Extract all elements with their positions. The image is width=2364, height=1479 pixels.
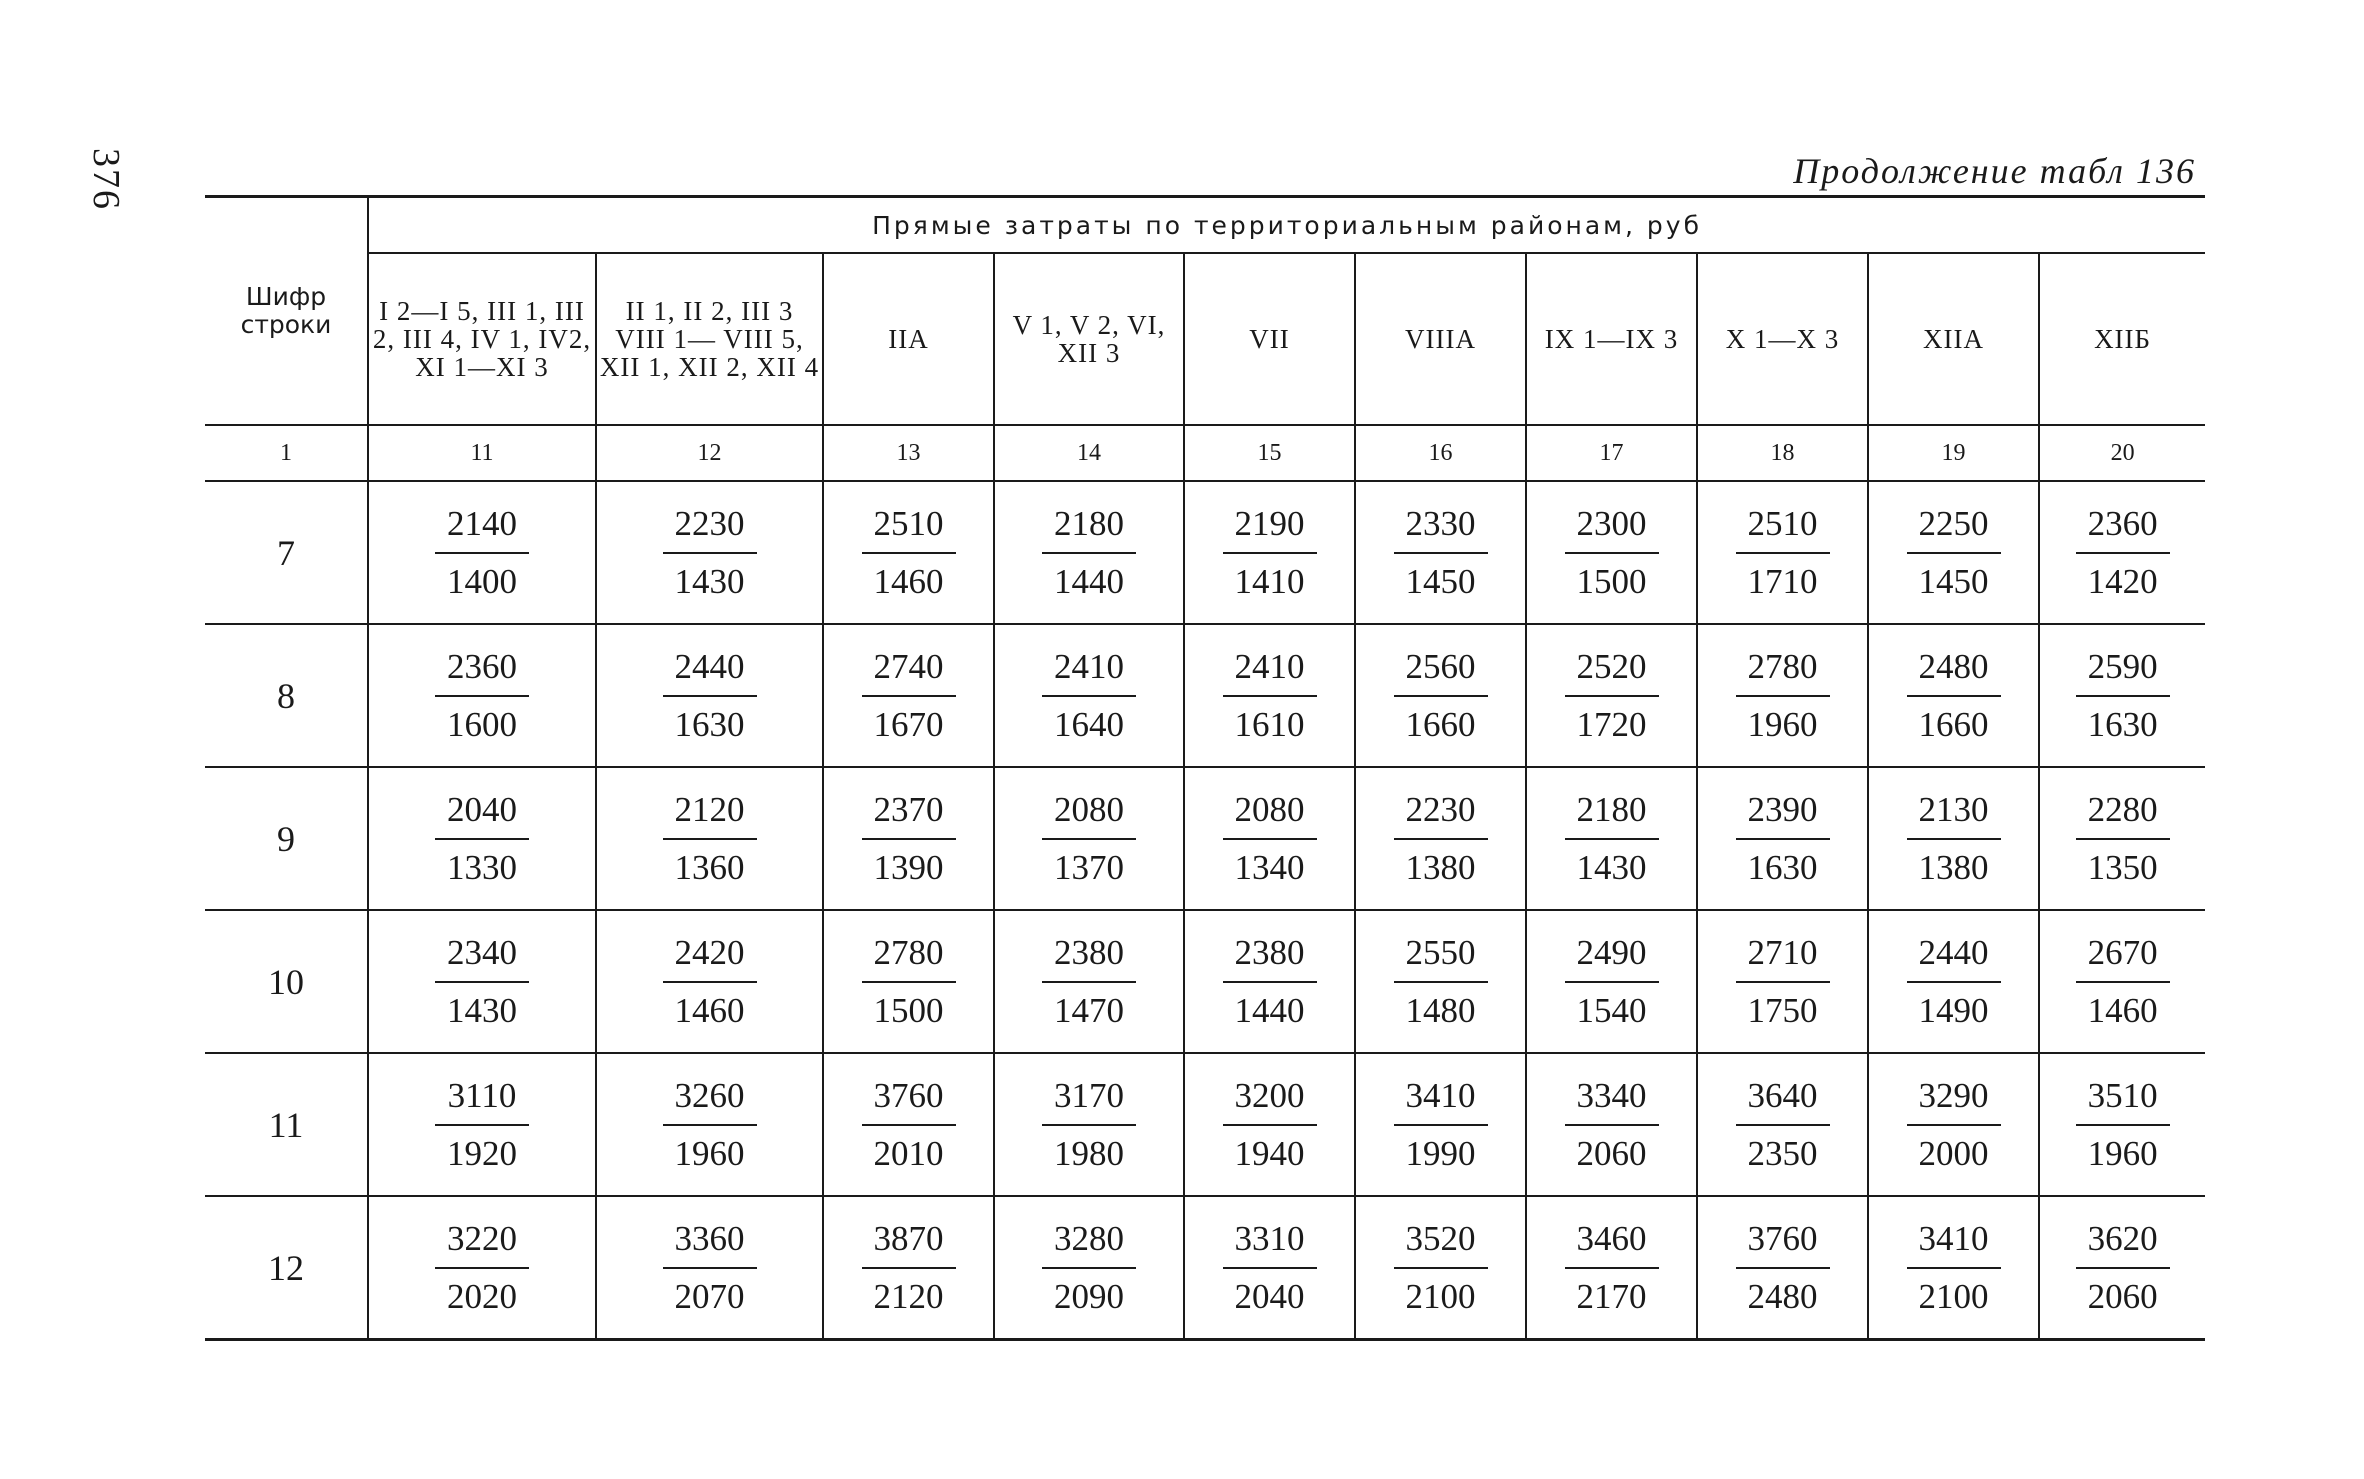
- table-cell: [1697, 767, 1868, 910]
- fraction-value: [2076, 643, 2170, 749]
- column-header: IX 1—IX 3: [1526, 253, 1697, 425]
- numerator-value: 3200: [1223, 1072, 1317, 1126]
- denominator-value: 2090: [1054, 1276, 1124, 1316]
- page-number: 376: [85, 148, 127, 211]
- denominator-value: 1370: [1054, 847, 1124, 887]
- fraction-value: [1394, 500, 1488, 606]
- column-number: 17: [1526, 425, 1697, 481]
- fraction-value: [663, 500, 757, 606]
- column-header-row: [205, 253, 2205, 425]
- denominator-value: 1390: [873, 847, 944, 887]
- numerator-value: 2130: [1907, 786, 2001, 840]
- fraction-value: [2076, 929, 2170, 1035]
- fraction-value: [862, 1072, 956, 1178]
- table-cell: [1697, 624, 1868, 767]
- table-row: [205, 481, 2205, 624]
- numerator-value: 2390: [1736, 786, 1830, 840]
- column-number: 20: [2039, 425, 2205, 481]
- denominator-value: 1600: [447, 704, 517, 744]
- cost-table-container: [205, 195, 2205, 1341]
- denominator-value: 1400: [447, 561, 517, 601]
- table-cell: [1355, 910, 1526, 1053]
- denominator-value: 1660: [1918, 704, 1989, 744]
- fraction-value: [1042, 1072, 1136, 1178]
- numerator-value: 3310: [1223, 1215, 1317, 1269]
- column-number: 13: [823, 425, 994, 481]
- numerator-value: 2520: [1565, 643, 1659, 697]
- column-number: 16: [1355, 425, 1526, 481]
- table-cell: [1697, 481, 1868, 624]
- denominator-value: 1610: [1234, 704, 1305, 744]
- numerator-value: 3510: [2076, 1072, 2170, 1126]
- fraction-value: [663, 1072, 757, 1178]
- table-cell: [1184, 481, 1355, 624]
- numerator-value: 3290: [1907, 1072, 2001, 1126]
- table-cell: [1697, 910, 1868, 1053]
- fraction-value: [1223, 786, 1317, 892]
- denominator-value: 2350: [1747, 1133, 1818, 1173]
- denominator-value: 2000: [1918, 1133, 1989, 1173]
- table-cell: [1868, 910, 2039, 1053]
- row-code: 7: [205, 481, 368, 624]
- fraction-value: [435, 500, 529, 606]
- numerator-value: 3620: [2076, 1215, 2170, 1269]
- fraction-value: [435, 929, 529, 1035]
- denominator-value: 1430: [674, 561, 745, 601]
- table-cell: [1184, 1196, 1355, 1340]
- numerator-value: 3460: [1565, 1215, 1659, 1269]
- fraction-value: [435, 1215, 529, 1321]
- column-header: V 1, V 2, VI, XII 3: [994, 253, 1184, 425]
- column-header: VII: [1184, 253, 1355, 425]
- denominator-value: 1750: [1747, 990, 1818, 1030]
- fraction-value: [1907, 1072, 2001, 1178]
- column-number: 18: [1697, 425, 1868, 481]
- denominator-value: 1380: [1405, 847, 1476, 887]
- numerator-value: 2550: [1394, 929, 1488, 983]
- row-code: 12: [205, 1196, 368, 1340]
- numerator-value: 2670: [2076, 929, 2170, 983]
- column-number: 19: [1868, 425, 2039, 481]
- numerator-value: 2480: [1907, 643, 2001, 697]
- denominator-value: 1630: [2087, 704, 2158, 744]
- denominator-value: 2060: [2087, 1276, 2158, 1316]
- numerator-value: 3360: [663, 1215, 757, 1269]
- fraction-value: [1042, 643, 1136, 749]
- table-cell: [823, 624, 994, 767]
- fraction-value: [1223, 1072, 1317, 1178]
- fraction-value: [1042, 1215, 1136, 1321]
- fraction-value: [1565, 1215, 1659, 1321]
- table-cell: [823, 1196, 994, 1340]
- numerator-value: 3220: [435, 1215, 529, 1269]
- numerator-value: 2140: [435, 500, 529, 554]
- numerator-value: 3410: [1394, 1072, 1488, 1126]
- table-cell: [994, 910, 1184, 1053]
- fraction-value: [1736, 786, 1830, 892]
- numerator-value: 3110: [435, 1072, 529, 1126]
- numerator-value: 2360: [2076, 500, 2170, 554]
- fraction-value: [1736, 1215, 1830, 1321]
- numerator-value: 2180: [1042, 500, 1136, 554]
- table-cell: [596, 767, 823, 910]
- table-cell: [1868, 767, 2039, 910]
- denominator-value: 1960: [1747, 704, 1818, 744]
- table-cell: [2039, 624, 2205, 767]
- table-cell: [368, 910, 596, 1053]
- fraction-value: [862, 929, 956, 1035]
- denominator-value: 2100: [1918, 1276, 1989, 1316]
- table-cell: [1355, 481, 1526, 624]
- table-cell: [596, 1053, 823, 1196]
- numerator-value: 3340: [1565, 1072, 1659, 1126]
- fraction-value: [1736, 1072, 1830, 1178]
- table-row: [205, 910, 2205, 1053]
- table-cell: [823, 1053, 994, 1196]
- denominator-value: 1330: [447, 847, 517, 887]
- table-row: [205, 624, 2205, 767]
- fraction-value: [663, 643, 757, 749]
- denominator-value: 1420: [2087, 561, 2158, 601]
- denominator-value: 1940: [1234, 1133, 1305, 1173]
- numerator-value: 2490: [1565, 929, 1659, 983]
- fraction-value: [663, 786, 757, 892]
- numerator-value: 3410: [1907, 1215, 2001, 1269]
- numerator-value: 2230: [1394, 786, 1488, 840]
- column-header: VIIIA: [1355, 253, 1526, 425]
- denominator-value: 1380: [1918, 847, 1989, 887]
- fraction-value: [1394, 786, 1488, 892]
- numerator-value: 2440: [1907, 929, 2001, 983]
- row-code: 10: [205, 910, 368, 1053]
- numerator-value: 3260: [663, 1072, 757, 1126]
- denominator-value: 1500: [873, 990, 944, 1030]
- numerator-value: 3760: [1736, 1215, 1830, 1269]
- numerator-value: 2560: [1394, 643, 1488, 697]
- denominator-value: 1340: [1234, 847, 1305, 887]
- table-cell: [1868, 1053, 2039, 1196]
- fraction-value: [1907, 500, 2001, 606]
- table-row: [205, 1053, 2205, 1196]
- fraction-value: [1394, 643, 1488, 749]
- fraction-value: [1042, 929, 1136, 1035]
- table-cell: [2039, 767, 2205, 910]
- table-cell: [1355, 1053, 1526, 1196]
- table-cell: [2039, 481, 2205, 624]
- fraction-value: [1394, 1072, 1488, 1178]
- fraction-value: [663, 929, 757, 1035]
- numerator-value: 2250: [1907, 500, 2001, 554]
- denominator-value: 1440: [1054, 561, 1124, 601]
- numerator-value: 3870: [862, 1215, 956, 1269]
- table-cell: [2039, 910, 2205, 1053]
- table-cell: [1526, 1053, 1697, 1196]
- numerator-value: 2780: [862, 929, 956, 983]
- table-cell: [1697, 1053, 1868, 1196]
- numerator-value: 2440: [663, 643, 757, 697]
- fraction-value: [1223, 500, 1317, 606]
- table-cell: [1184, 910, 1355, 1053]
- fraction-value: [862, 643, 956, 749]
- fraction-value: [1907, 1215, 2001, 1321]
- denominator-value: 1660: [1405, 704, 1476, 744]
- fraction-value: [2076, 786, 2170, 892]
- table-cell: [596, 481, 823, 624]
- denominator-value: 1430: [447, 990, 517, 1030]
- denominator-value: 1430: [1576, 847, 1647, 887]
- table-cell: [823, 767, 994, 910]
- numerator-value: 3640: [1736, 1072, 1830, 1126]
- fraction-value: [862, 786, 956, 892]
- table-cell: [994, 624, 1184, 767]
- cost-table: [205, 195, 2205, 1341]
- table-row: [205, 1196, 2205, 1340]
- denominator-value: 2120: [873, 1276, 944, 1316]
- numerator-value: 2300: [1565, 500, 1659, 554]
- numerator-value: 3280: [1042, 1215, 1136, 1269]
- denominator-value: 1960: [2087, 1133, 2158, 1173]
- denominator-value: 2070: [674, 1276, 745, 1316]
- denominator-value: 2010: [873, 1133, 944, 1173]
- table-cell: [2039, 1196, 2205, 1340]
- denominator-value: 1440: [1234, 990, 1305, 1030]
- fraction-value: [862, 500, 956, 606]
- fraction-value: [2076, 1215, 2170, 1321]
- table-cell: [994, 1196, 1184, 1340]
- numerator-value: 2080: [1223, 786, 1317, 840]
- denominator-value: 1990: [1405, 1133, 1476, 1173]
- fraction-value: [1042, 500, 1136, 606]
- denominator-value: 1460: [674, 990, 745, 1030]
- table-cell: [1868, 624, 2039, 767]
- table-cell: [368, 767, 596, 910]
- denominator-value: 1710: [1747, 561, 1818, 601]
- column-header: IIA: [823, 253, 994, 425]
- fraction-value: [1394, 1215, 1488, 1321]
- table-cell: [1526, 910, 1697, 1053]
- fraction-value: [1042, 786, 1136, 892]
- numerator-value: 2080: [1042, 786, 1136, 840]
- fraction-value: [1223, 929, 1317, 1035]
- column-header: II 1, II 2, III 3 VIII 1— VIII 5, XII 1, XII 2, XII 4: [596, 253, 823, 425]
- table-cell: [1526, 481, 1697, 624]
- fraction-value: [1565, 1072, 1659, 1178]
- denominator-value: 1410: [1234, 561, 1305, 601]
- fraction-value: [2076, 1072, 2170, 1178]
- fraction-value: [1565, 929, 1659, 1035]
- numerator-value: 2340: [435, 929, 529, 983]
- denominator-value: 1460: [873, 561, 944, 601]
- numerator-value: 2280: [2076, 786, 2170, 840]
- numerator-value: 3170: [1042, 1072, 1136, 1126]
- fraction-value: [435, 643, 529, 749]
- table-cell: [596, 624, 823, 767]
- table-header: [205, 197, 2205, 482]
- denominator-value: 1350: [2087, 847, 2158, 887]
- numerator-value: 2420: [663, 929, 757, 983]
- column-header: XIIA: [1868, 253, 2039, 425]
- table-cell: [368, 624, 596, 767]
- table-cell: [994, 1053, 1184, 1196]
- numerator-value: 2590: [2076, 643, 2170, 697]
- fraction-value: [1907, 929, 2001, 1035]
- denominator-value: 1490: [1918, 990, 1989, 1030]
- fraction-value: [1907, 643, 2001, 749]
- table-continuation-caption: Продолжение табл 136: [1793, 151, 2196, 191]
- table-cell: [596, 1196, 823, 1340]
- denominator-value: 1630: [674, 704, 745, 744]
- table-cell: [1868, 1196, 2039, 1340]
- denominator-value: 1460: [2087, 990, 2158, 1030]
- numerator-value: 2710: [1736, 929, 1830, 983]
- denominator-value: 1450: [1918, 561, 1989, 601]
- denominator-value: 2060: [1576, 1133, 1647, 1173]
- denominator-value: 1720: [1576, 704, 1647, 744]
- denominator-value: 1450: [1405, 561, 1476, 601]
- table-cell: [1697, 1196, 1868, 1340]
- numerator-value: 2180: [1565, 786, 1659, 840]
- table-row: [205, 767, 2205, 910]
- denominator-value: 1360: [674, 847, 745, 887]
- table-body: [205, 481, 2205, 1340]
- denominator-value: 1640: [1054, 704, 1124, 744]
- column-header: XIIБ: [2039, 253, 2205, 425]
- fraction-value: [435, 786, 529, 892]
- column-number: 1: [205, 425, 368, 481]
- table-cell: [1184, 624, 1355, 767]
- denominator-value: 2040: [1234, 1276, 1305, 1316]
- table-cell: [994, 481, 1184, 624]
- numerator-value: 2380: [1042, 929, 1136, 983]
- table-cell: [823, 910, 994, 1053]
- numerator-value: 2780: [1736, 643, 1830, 697]
- denominator-value: 1630: [1747, 847, 1818, 887]
- numerator-value: 2510: [1736, 500, 1830, 554]
- fraction-value: [1565, 500, 1659, 606]
- column-number: 15: [1184, 425, 1355, 481]
- denominator-value: 2020: [447, 1276, 517, 1316]
- table-cell: [1355, 767, 1526, 910]
- table-cell: [823, 481, 994, 624]
- table-cell: [1526, 624, 1697, 767]
- numerator-value: 2190: [1223, 500, 1317, 554]
- denominator-value: 1670: [873, 704, 944, 744]
- column-header: I 2—I 5, III 1, III 2, III 4, IV 1, IV2, XI 1—XI 3: [368, 253, 596, 425]
- numerator-value: 2740: [862, 643, 956, 697]
- numerator-value: 2370: [862, 786, 956, 840]
- column-number: 14: [994, 425, 1184, 481]
- numerator-value: 2360: [435, 643, 529, 697]
- row-code: 11: [205, 1053, 368, 1196]
- fraction-value: [1736, 643, 1830, 749]
- row-code-header: Шифр строки: [205, 197, 368, 426]
- denominator-value: 1480: [1405, 990, 1476, 1030]
- numerator-value: 2330: [1394, 500, 1488, 554]
- fraction-value: [862, 1215, 956, 1321]
- table-cell: [2039, 1053, 2205, 1196]
- row-code: 8: [205, 624, 368, 767]
- table-cell: [368, 1196, 596, 1340]
- table-cell: [1526, 767, 1697, 910]
- table-cell: [1184, 767, 1355, 910]
- table-cell: [1355, 1196, 1526, 1340]
- numerator-value: 2510: [862, 500, 956, 554]
- fraction-value: [1223, 1215, 1317, 1321]
- numerator-value: 2120: [663, 786, 757, 840]
- table-cell: [596, 910, 823, 1053]
- numerator-value: 2380: [1223, 929, 1317, 983]
- table-cell: [1355, 624, 1526, 767]
- denominator-value: 1920: [447, 1133, 517, 1173]
- table-cell: [1526, 1196, 1697, 1340]
- denominator-value: 2170: [1576, 1276, 1647, 1316]
- fraction-value: [1907, 786, 2001, 892]
- column-number-row: [205, 425, 2205, 481]
- numerator-value: 2410: [1042, 643, 1136, 697]
- table-cell: [1184, 1053, 1355, 1196]
- denominator-value: 1960: [674, 1133, 745, 1173]
- table-cell: [368, 1053, 596, 1196]
- numerator-value: 3760: [862, 1072, 956, 1126]
- denominator-value: 2100: [1405, 1276, 1476, 1316]
- numerator-value: 2410: [1223, 643, 1317, 697]
- column-number: 11: [368, 425, 596, 481]
- column-header: X 1—X 3: [1697, 253, 1868, 425]
- fraction-value: [435, 1072, 529, 1178]
- fraction-value: [1736, 500, 1830, 606]
- denominator-value: 1540: [1576, 990, 1647, 1030]
- group-header: Прямые затраты по территориальным районам, руб: [368, 197, 2205, 254]
- table-cell: [994, 767, 1184, 910]
- denominator-value: 1470: [1054, 990, 1124, 1030]
- fraction-value: [1565, 786, 1659, 892]
- fraction-value: [663, 1215, 757, 1321]
- numerator-value: 3520: [1394, 1215, 1488, 1269]
- fraction-value: [2076, 500, 2170, 606]
- numerator-value: 2230: [663, 500, 757, 554]
- column-number: 12: [596, 425, 823, 481]
- row-code: 9: [205, 767, 368, 910]
- fraction-value: [1223, 643, 1317, 749]
- fraction-value: [1394, 929, 1488, 1035]
- denominator-value: 2480: [1747, 1276, 1818, 1316]
- numerator-value: 2040: [435, 786, 529, 840]
- table-cell: [368, 481, 596, 624]
- fraction-value: [1565, 643, 1659, 749]
- denominator-value: 1980: [1054, 1133, 1124, 1173]
- table-cell: [1868, 481, 2039, 624]
- fraction-value: [1736, 929, 1830, 1035]
- denominator-value: 1500: [1576, 561, 1647, 601]
